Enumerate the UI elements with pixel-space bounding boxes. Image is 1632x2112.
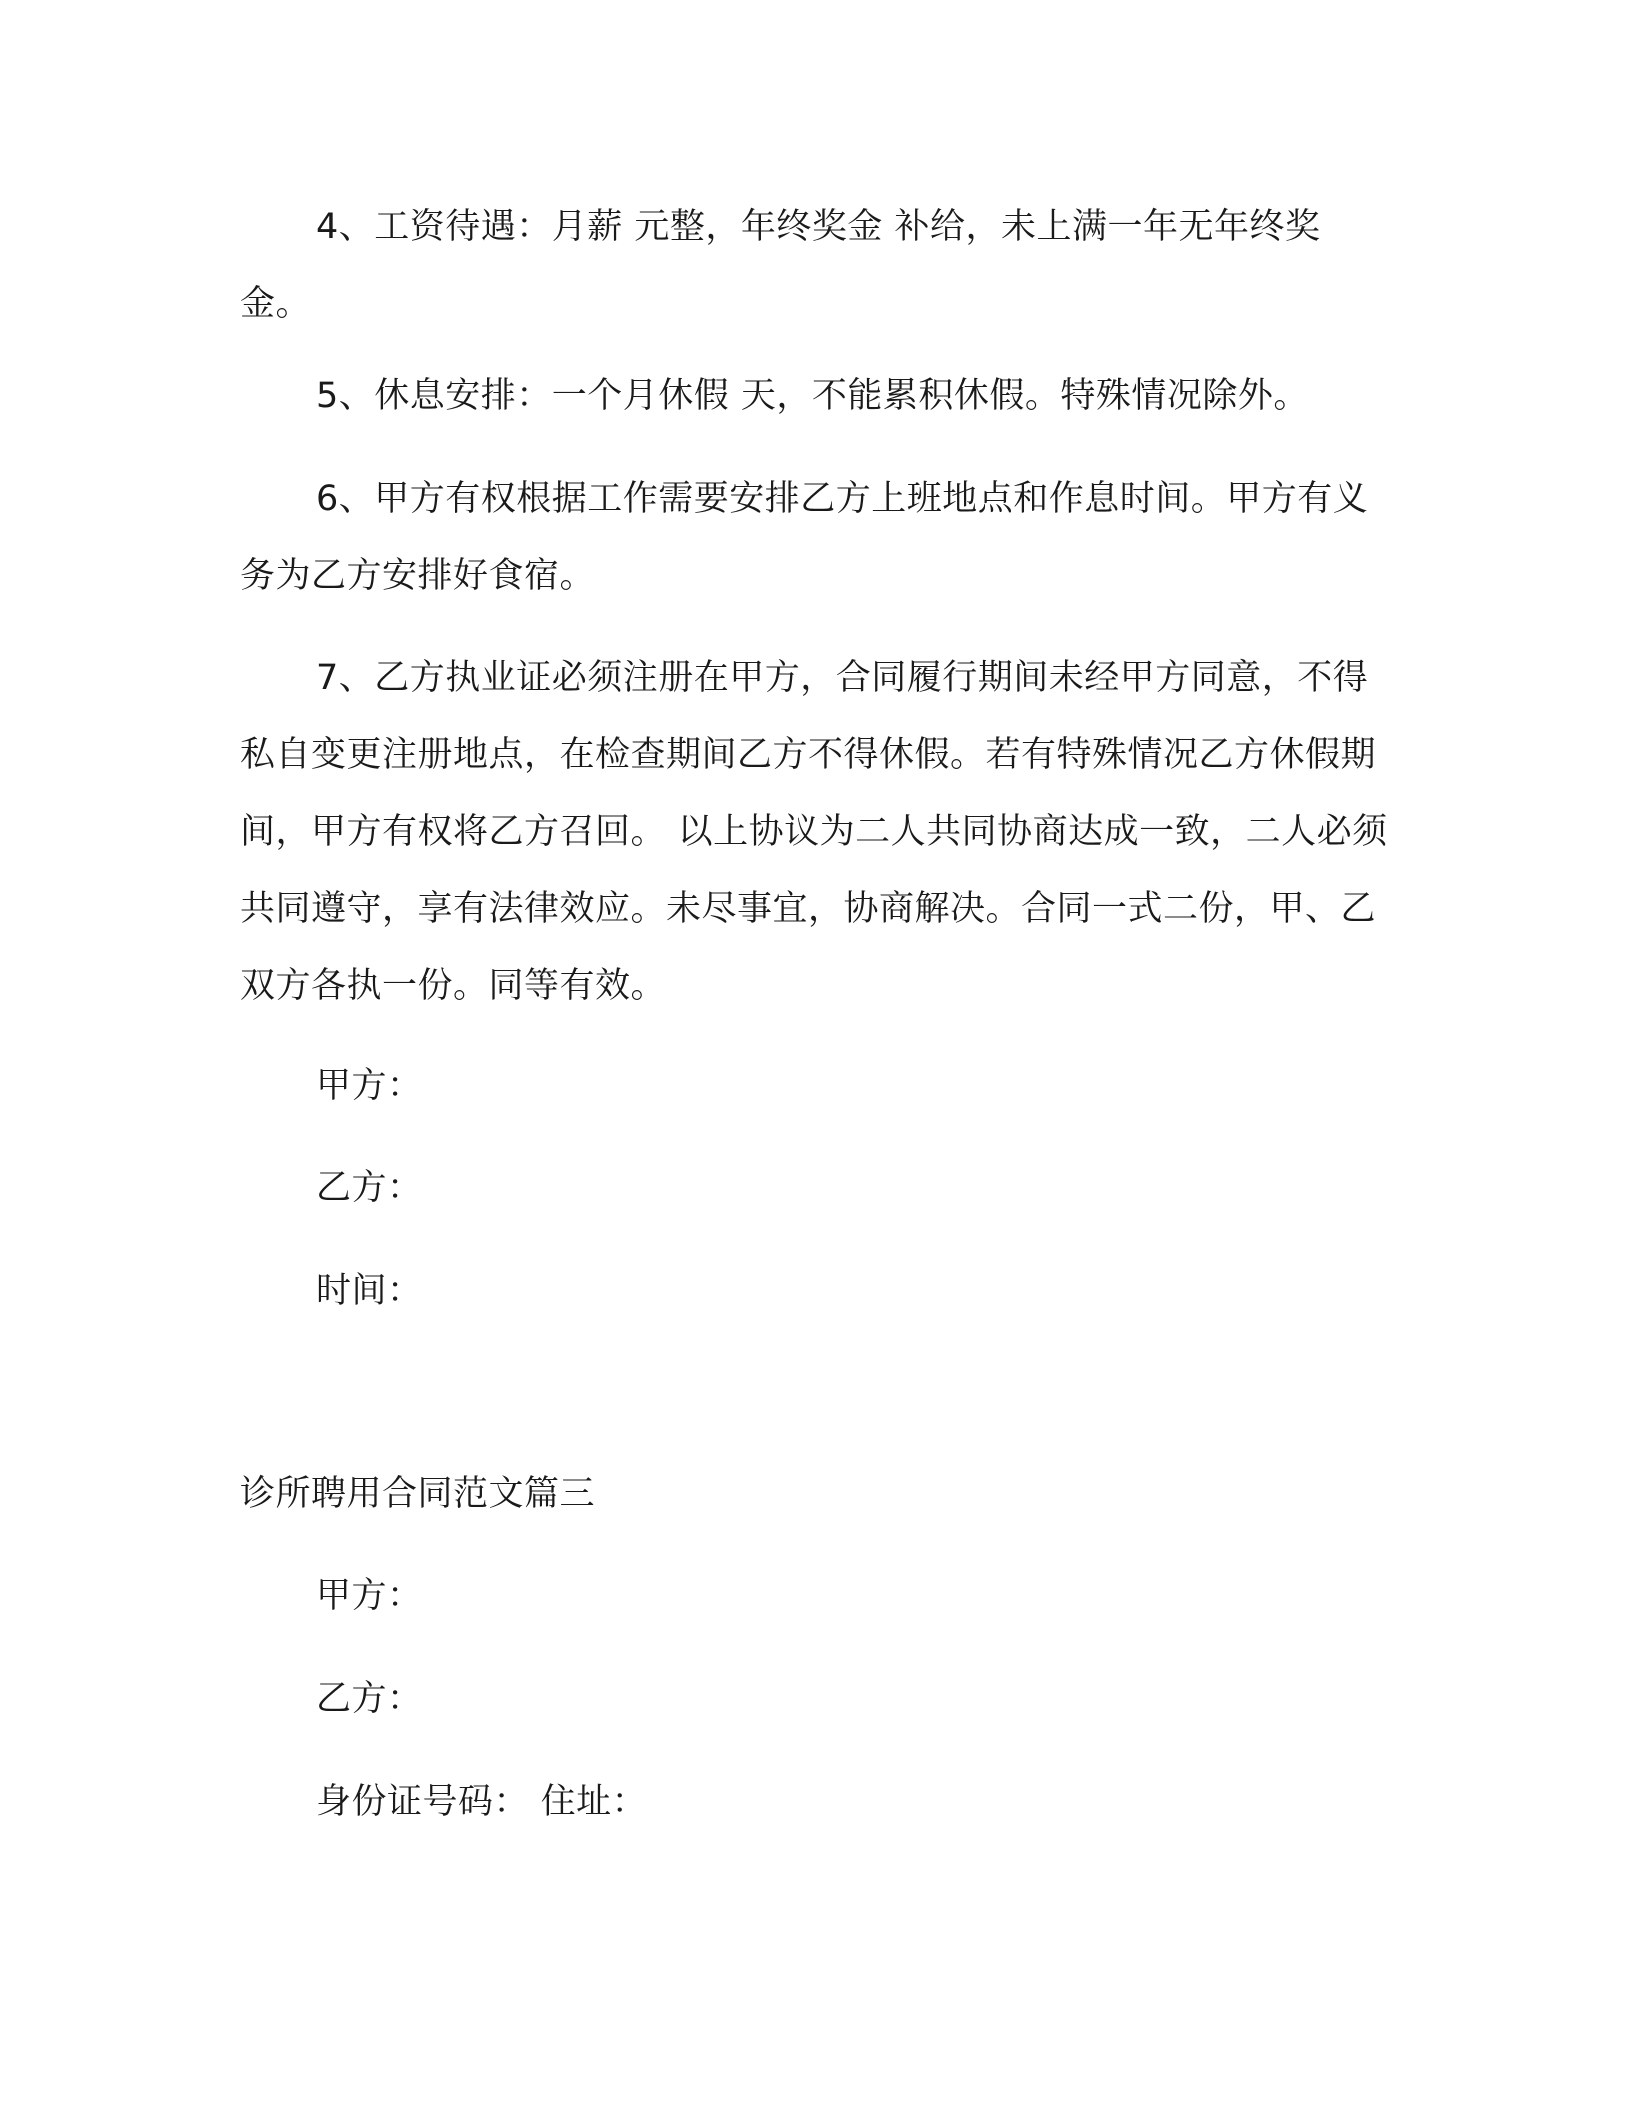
section-id-address: 身份证号码： 住址： (316, 1782, 648, 1822)
signature-time: 时间： (316, 1271, 423, 1311)
section-party-b: 乙方： (316, 1679, 423, 1719)
section-title: 诊所聘用合同范文篇三 (240, 1474, 596, 1514)
section-party-a: 甲方： (316, 1576, 423, 1616)
signature-party-b: 乙方： (316, 1168, 423, 1208)
paragraph-6: 6、甲方有权根据工作需要安排乙方上班地点和作息时间。甲方有义务为乙方安排好食宿。 (240, 479, 1369, 596)
signature-party-a: 甲方： (316, 1066, 423, 1106)
paragraph-4: 4、工资待遇：月薪 元整，年终奖金 补给，未上满一年无年终奖金。 (240, 207, 1321, 324)
paragraph-5: 5、休息安排：一个月休假 天，不能累积休假。特殊情况除外。 (316, 376, 1309, 416)
paragraph-7: 7、乙方执业证必须注册在甲方，合同履行期间未经甲方同意，不得私自变更注册地点，在检查期间乙方不得休假。若有特殊情况乙方休假期间，甲方有权将乙方召回。 以上协议为二人共同协商达成一致，二人必须共同遵守，享有法律效应。未尽事宜，协商解决。合同一式二份，甲、乙双方各执一份。同等有效。 (240, 658, 1388, 1006)
